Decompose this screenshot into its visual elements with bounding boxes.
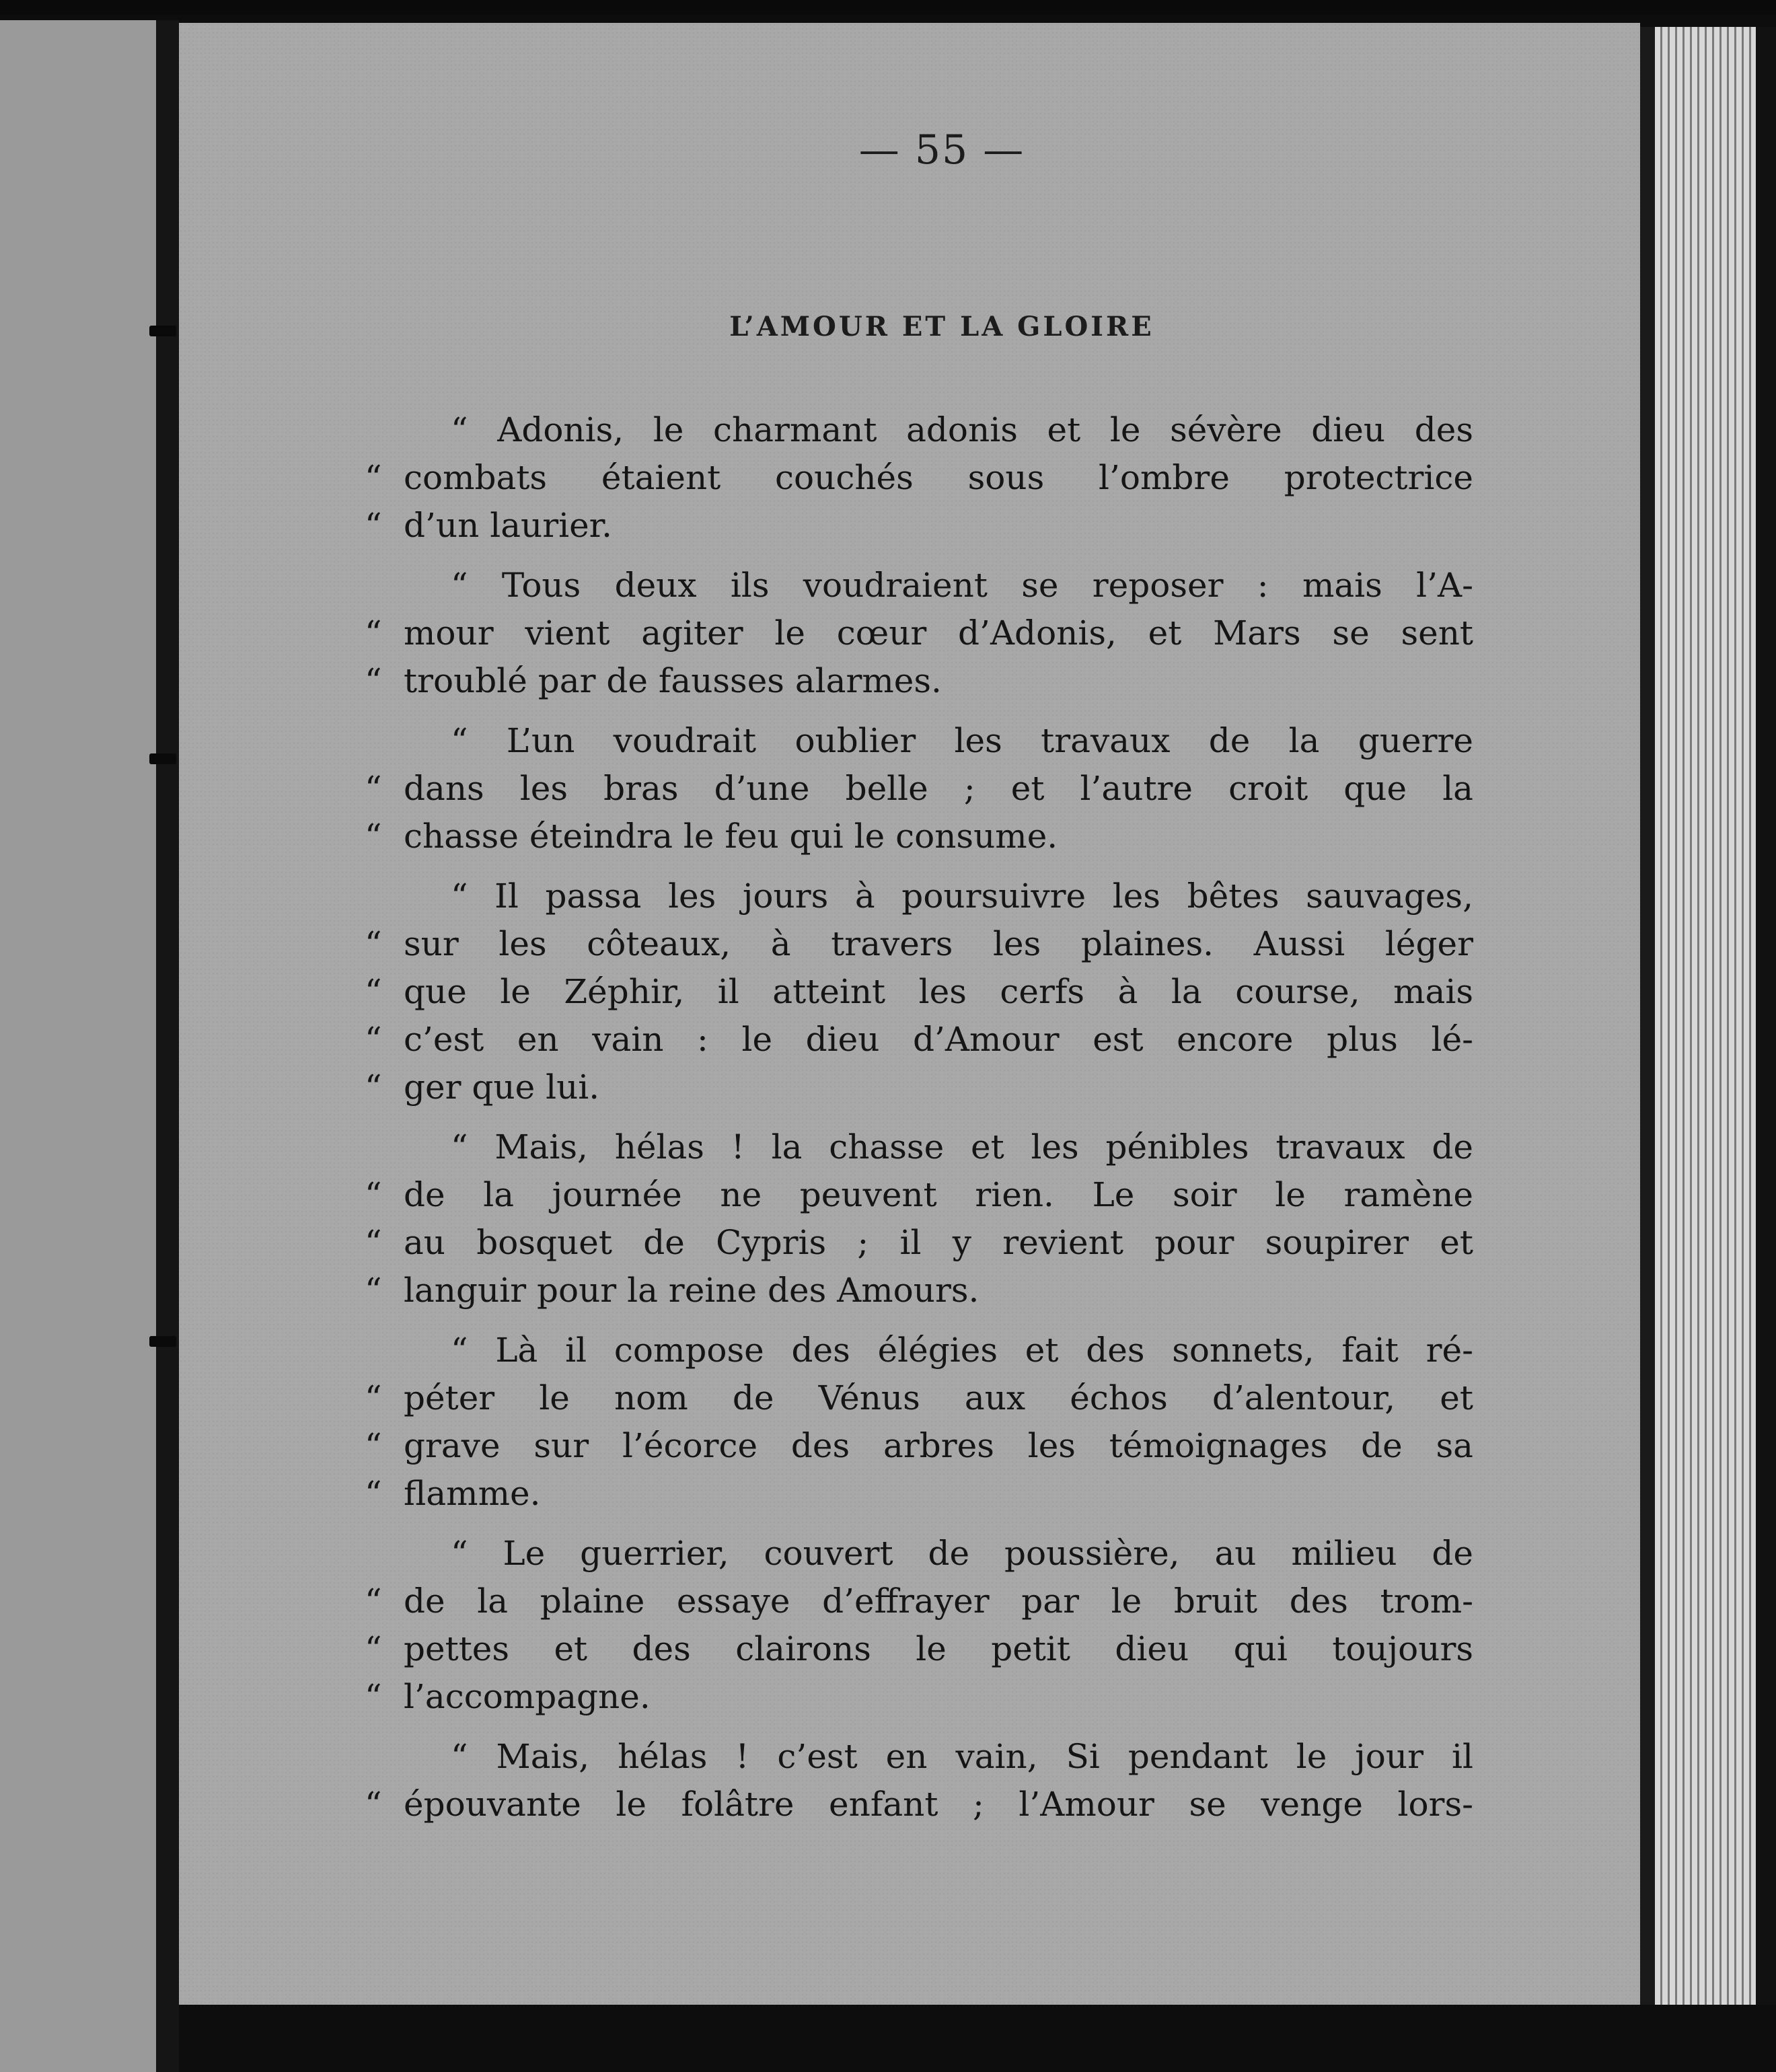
text-line — [404, 873, 1473, 920]
paragraph — [365, 1327, 1473, 1518]
continuation-quote-mark: “ — [365, 1020, 382, 1059]
text-line — [365, 920, 1473, 968]
continuation-quote-mark: “ — [365, 1378, 382, 1417]
continuation-quote-mark: “ — [365, 1582, 382, 1621]
text-line — [365, 1016, 1473, 1064]
paragraph — [365, 717, 1473, 860]
text-line — [365, 1578, 1473, 1625]
paragraph-gap — [404, 705, 1473, 717]
line-text: “ L’un voudrait oublier les travaux de la guerre — [451, 721, 1473, 760]
line-text: de la journée ne peuvent rien. Le soir le ramène — [404, 1175, 1473, 1214]
text-line — [404, 1530, 1473, 1578]
line-text: “ Là il compose des élégies et des sonnets, fait ré- — [451, 1331, 1473, 1370]
line-text: au bosquet de Cypris ; il y revient pour soupirer et — [404, 1223, 1473, 1262]
continuation-quote-mark: “ — [365, 1426, 382, 1465]
continuation-quote-mark: “ — [365, 458, 382, 497]
paragraph — [365, 562, 1473, 705]
paragraph — [365, 873, 1473, 1111]
line-text: “ Mais, hélas ! la chasse et les pénibles travaux de — [451, 1127, 1473, 1167]
text-line — [365, 1171, 1473, 1219]
line-text: épouvante le folâtre enfant ; l’Amour se venge lors- — [404, 1785, 1473, 1824]
text-line — [365, 765, 1473, 813]
text-line — [365, 1374, 1473, 1422]
line-text: flamme. — [404, 1474, 541, 1513]
continuation-quote-mark: “ — [365, 614, 382, 653]
line-text: chasse éteindra le feu qui le consume. — [404, 817, 1058, 856]
text-line — [365, 1470, 1473, 1518]
continuation-quote-mark: “ — [365, 506, 382, 545]
paragraph-gap — [404, 1721, 1473, 1733]
page-number: — 55 — — [858, 126, 1025, 174]
line-text: “ Le guerrier, couvert de poussière, au milieu de — [451, 1534, 1473, 1573]
line-text: l’accompagne. — [404, 1677, 651, 1716]
text-line — [365, 454, 1473, 502]
text-line — [365, 1625, 1473, 1673]
continuation-quote-mark: “ — [365, 661, 382, 700]
paragraph-gap — [404, 550, 1473, 562]
continuation-quote-mark: “ — [365, 1474, 382, 1513]
paragraph — [365, 1530, 1473, 1721]
text-line — [365, 813, 1473, 860]
line-text: sur les côteaux, à travers les plaines. Aussi léger — [404, 924, 1473, 963]
line-text: que le Zéphir, il atteint les cerfs à la course, mais — [404, 972, 1473, 1011]
scan-top-border — [0, 0, 1776, 15]
text-line — [365, 1064, 1473, 1111]
paragraph-gap — [404, 860, 1473, 873]
text-line — [404, 562, 1473, 609]
line-text: c’est en vain : le dieu d’Amour est encore plus lé- — [404, 1020, 1473, 1059]
text-line — [404, 1123, 1473, 1171]
text-line — [365, 609, 1473, 657]
text-line — [365, 1267, 1473, 1315]
chapter-heading: L’AMOUR ET LA GLOIRE — [729, 311, 1154, 342]
continuation-quote-mark: “ — [365, 924, 382, 963]
paragraph — [365, 1123, 1473, 1315]
line-text: “ Mais, hélas ! c’est en vain, Si pendant le jour il — [451, 1737, 1473, 1776]
paragraph — [365, 406, 1473, 550]
text-line — [365, 1219, 1473, 1267]
line-text: “ Tous deux ils voudraient se reposer : mais l’A- — [451, 566, 1473, 605]
scan-bottom-border — [179, 2005, 1776, 2072]
line-text: grave sur l’écorce des arbres les témoignages de sa — [404, 1426, 1473, 1465]
paragraph-gap — [404, 1315, 1473, 1327]
text-line — [404, 717, 1473, 765]
text-line — [404, 1733, 1473, 1781]
binding-tab — [149, 1336, 176, 1347]
continuation-quote-mark: “ — [365, 769, 382, 808]
paragraph — [365, 1733, 1473, 1828]
line-text: languir pour la reine des Amours. — [404, 1271, 979, 1310]
text-line — [404, 406, 1473, 454]
line-text: pettes et des clairons le petit dieu qui toujours — [404, 1629, 1473, 1668]
continuation-quote-mark: “ — [365, 1175, 382, 1214]
text-line — [365, 1673, 1473, 1721]
paragraph-gap — [404, 1111, 1473, 1123]
line-text: de la plaine essaye d’effrayer par le bruit des trom- — [404, 1582, 1473, 1621]
line-text: troublé par de fausses alarmes. — [404, 661, 942, 700]
paragraph-gap — [404, 1518, 1473, 1530]
text-line — [365, 1422, 1473, 1470]
text-line — [365, 968, 1473, 1016]
continuation-quote-mark: “ — [365, 817, 382, 856]
continuation-quote-mark: “ — [365, 1785, 382, 1824]
text-line — [365, 657, 1473, 705]
text-line — [404, 1327, 1473, 1374]
line-text: combats étaient couchés sous l’ombre protectrice — [404, 458, 1473, 497]
line-text: mour vient agiter le cœur d’Adonis, et Mars se sent — [404, 614, 1473, 653]
line-text: dans les bras d’une belle ; et l’autre croit que la — [404, 769, 1473, 808]
line-text: “ Il passa les jours à poursuivre les bêtes sauvages, — [451, 877, 1473, 916]
continuation-quote-mark: “ — [365, 1677, 382, 1716]
text-line — [365, 502, 1473, 550]
body-text — [365, 406, 1473, 1828]
continuation-quote-mark: “ — [365, 1271, 382, 1310]
line-text: péter le nom de Vénus aux échos d’alentour, et — [404, 1378, 1473, 1417]
text-line — [365, 1781, 1473, 1828]
continuation-quote-mark: “ — [365, 1629, 382, 1668]
binding-tab — [149, 753, 176, 764]
line-text: d’un laurier. — [404, 506, 612, 545]
line-text: “ Adonis, le charmant adonis et le sévère dieu des — [451, 410, 1473, 449]
line-text: ger que lui. — [404, 1068, 600, 1107]
continuation-quote-mark: “ — [365, 1223, 382, 1262]
continuation-quote-mark: “ — [365, 972, 382, 1011]
continuation-quote-mark: “ — [365, 1068, 382, 1107]
